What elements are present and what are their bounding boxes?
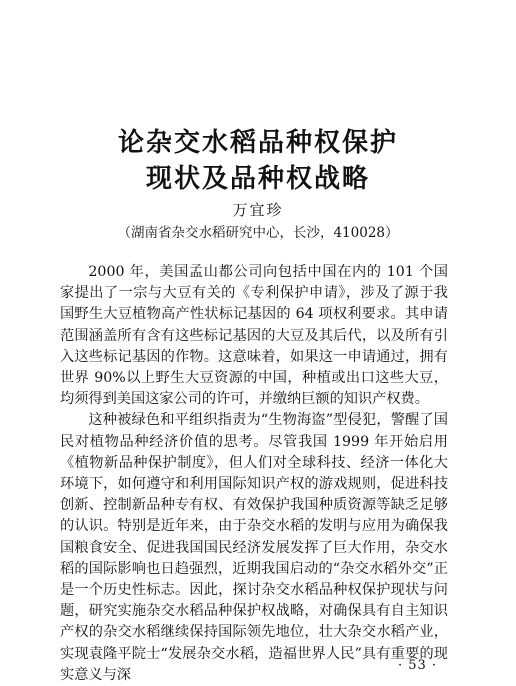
author-name: 万宜珍 bbox=[232, 201, 284, 219]
article-body bbox=[60, 262, 448, 686]
paragraph-1: 2000 年，美国孟山都公司向包括中国在内的 101 个国家提出了一宗与大豆有关的《专利保护申请》，涉及了源于我国野生大豆植物高产性状标记基因的 64 项权利要求。其申请范围涵盖所有含有这些标记基因的大豆及其后代，以及所有引入这些标记基因的作物。这意味着，如果这一申请通过，拥有世界 90%以上野生大豆资源的中国，种植或出口这些大豆，均须得到美国这家公司的许可，并缴纳巨额的知识产权费。 bbox=[60, 264, 448, 408]
paragraph-2: 这种被绿色和平组织指责为“生物海盗”型侵犯，警醒了国民对植物品种经济价值的思考。尽管我国 1999 年开始启用《植物新品种保护制度》，但人们对全球科技、经济一体化大环境下，如何遵守和利用国际知识产权的游戏规则，促进科技创新、控制新品种专有权、有效保护我国种质资源等缺乏足够的认识。特别是近年来，由于杂交水稻的发明与应用为确保我国粮食安全、促进我国国民经济发展发挥了巨大作用，杂交水稻的国际影响也日趋强烈，近期我国启动的“杂交水稻外交”正是一个历史性标志。因此，探讨杂交水稻品种权保护现状与问题，研究实施杂交水稻品种保护权战略，对确保具有自主知识产权的杂交水稻继续保持国际领先地位，壮大杂交水稻产业，实现袁隆平院士“发展杂交水稻，造福世界人民”具有重要的现实意义与深 bbox=[60, 412, 448, 683]
article-title-line-2: 现状及品种权战略 bbox=[145, 164, 370, 194]
page-number: · 53 · bbox=[398, 658, 438, 673]
article-title-line-1: 论杂交水稻品种权保护 bbox=[117, 128, 398, 158]
author-affiliation: （湖南省杂交水稻研究中心，长沙，410028） bbox=[117, 225, 399, 241]
